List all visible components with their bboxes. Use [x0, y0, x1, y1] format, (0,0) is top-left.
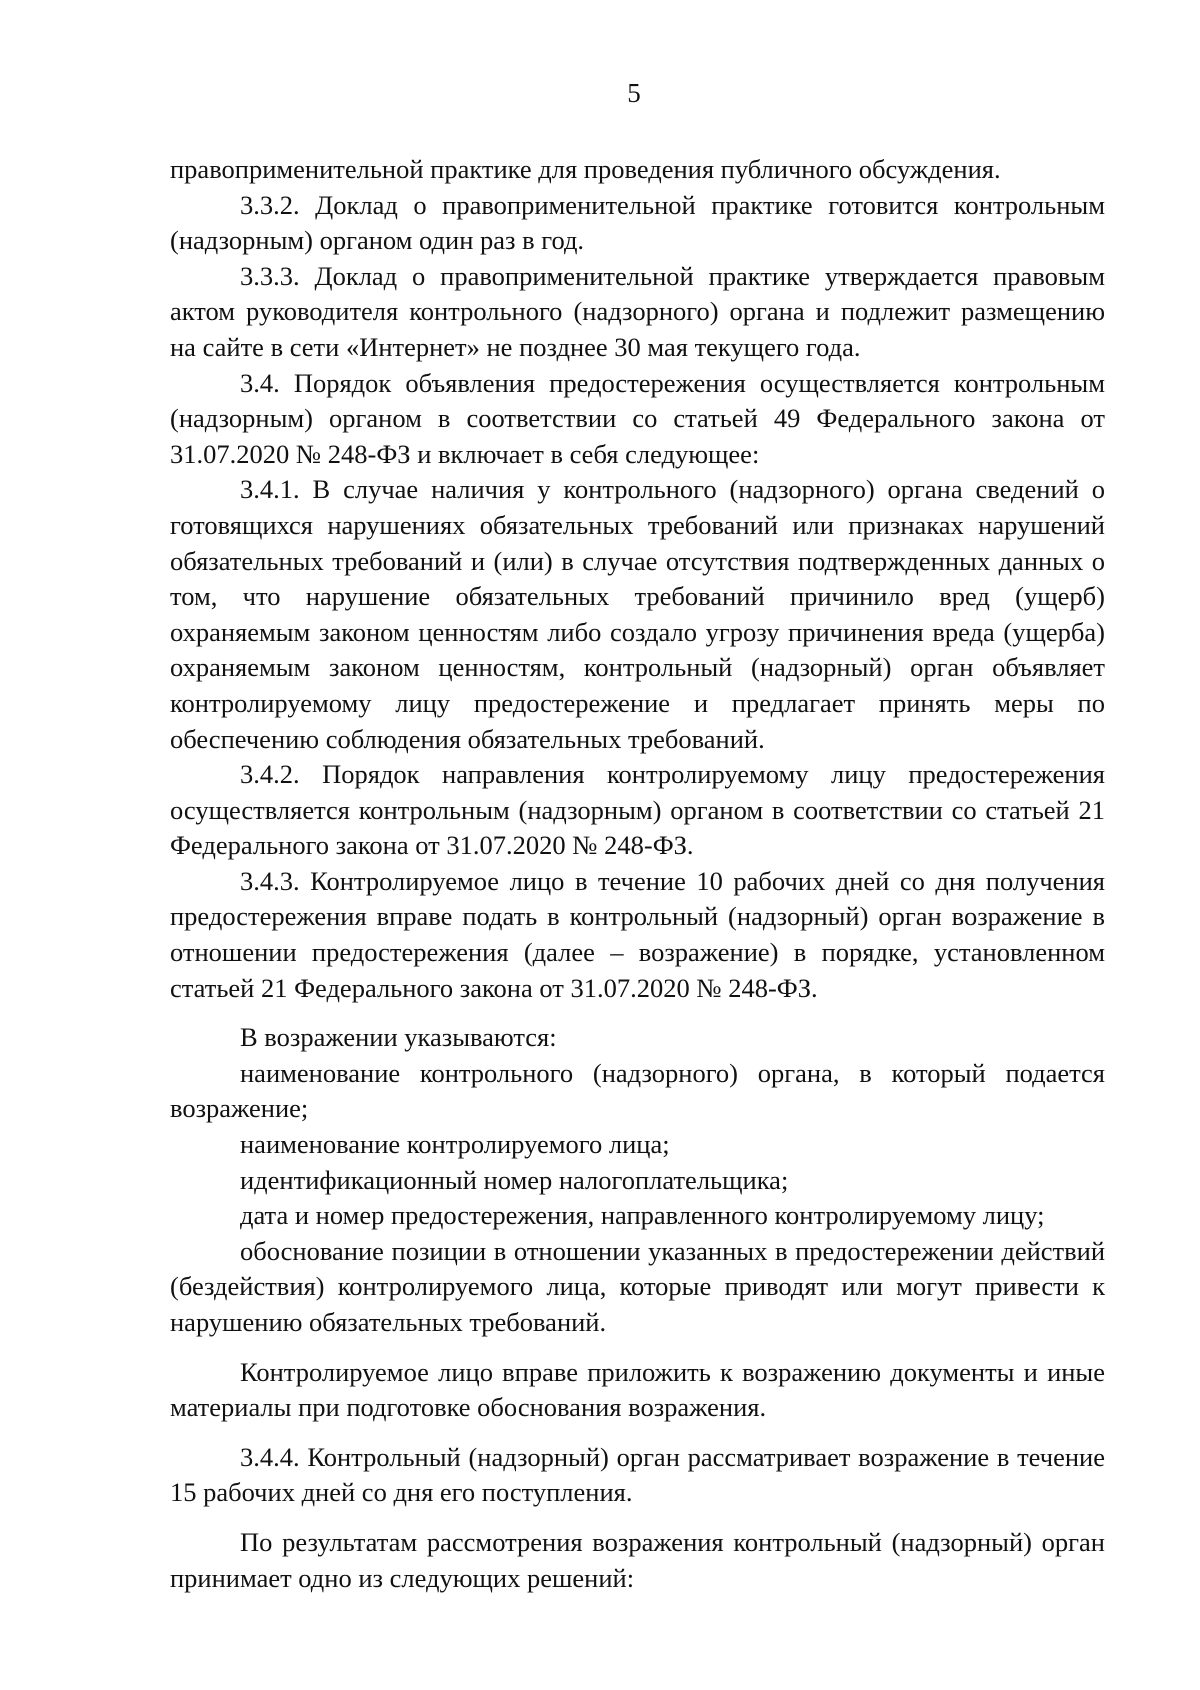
paragraph: 3.4.1. В случае наличия у контрольного (надзорного) органа сведений о готовящихся нарушениях обязательных требований или признаках нарушений обязательных требований и (или) в случае отсутствия подтвержденных данных о том, что нарушение обязательных требований причинило вред (ущерб) охраняемым законом ценностям либо создало угрозу причинения вреда (ущерба) охраняемым законом ценностям, контрольный (надзорный) орган объявляет контролируемому лицу предостережение и предлагает принять меры по обеспечению соблюдения обязательных требований.: [170, 474, 1105, 754]
paragraph: обоснование позиции в отношении указанных в предостережении действий (бездействия) контролируемого лица, которые приводят или могут привести к нарушению обязательных требований.: [170, 1235, 1105, 1337]
paragraph: наименование контролируемого лица;: [240, 1129, 670, 1160]
paragraph: идентификационный номер налогоплательщика;: [240, 1164, 789, 1195]
paragraph: Контролируемое лицо вправе приложить к возражению документы и иные материалы при подготовке обоснования возражения.: [170, 1356, 1105, 1423]
paragraph: 3.4.2. Порядок направления контролируемому лицу предостережения осуществляется контрольным (надзорным) органом в соответствии со статьей 21 Федерального закона от 31.07.2020 № 248-ФЗ.: [170, 759, 1105, 861]
paragraph: дата и номер предостережения, направленного контролируемому лицу;: [240, 1200, 1045, 1231]
paragraph: 3.3.2. Доклад о правоприменительной практике готовится контрольным (надзорным) органом один раз в год.: [170, 189, 1105, 256]
paragraph: В возражении указываются:: [240, 1022, 557, 1053]
paragraph: 3.3.3. Доклад о правоприменительной практике утверждается правовым актом руководителя контрольного (надзорного) органа и подлежит размещению на сайте в сети «Интернет» не позднее 30 мая текущего года.: [170, 260, 1105, 362]
paragraph: 3.4. Порядок объявления предостережения осуществляется контрольным (надзорным) органом в соответствии со статьей 49 Федерального закона от 31.07.2020 № 248-ФЗ и включает в себя следующее:: [170, 367, 1105, 469]
paragraph: наименование контрольного (надзорного) органа, в который подается возражение;: [170, 1057, 1105, 1124]
paragraph: правоприменительной практике для проведения публичного обсуждения.: [170, 154, 1001, 184]
paragraph: 3.4.3. Контролируемое лицо в течение 10 рабочих дней со дня получения предостережения вправе подать в контрольный (надзорный) орган возражение в отношении предостережения (далее – возражение) в порядке, установленном статьей 21 Федерального закона от 31.07.2020 № 248-ФЗ.: [170, 865, 1105, 1003]
paragraph: По результатам рассмотрения возражения контрольный (надзорный) орган принимает одно из следующих решений:: [170, 1526, 1105, 1593]
paragraph: 3.4.4. Контрольный (надзорный) орган рассматривает возражение в течение 15 рабочих дней со дня его поступления.: [170, 1441, 1105, 1508]
document-body: [170, 152, 1105, 1596]
page-number: 5: [627, 78, 641, 108]
